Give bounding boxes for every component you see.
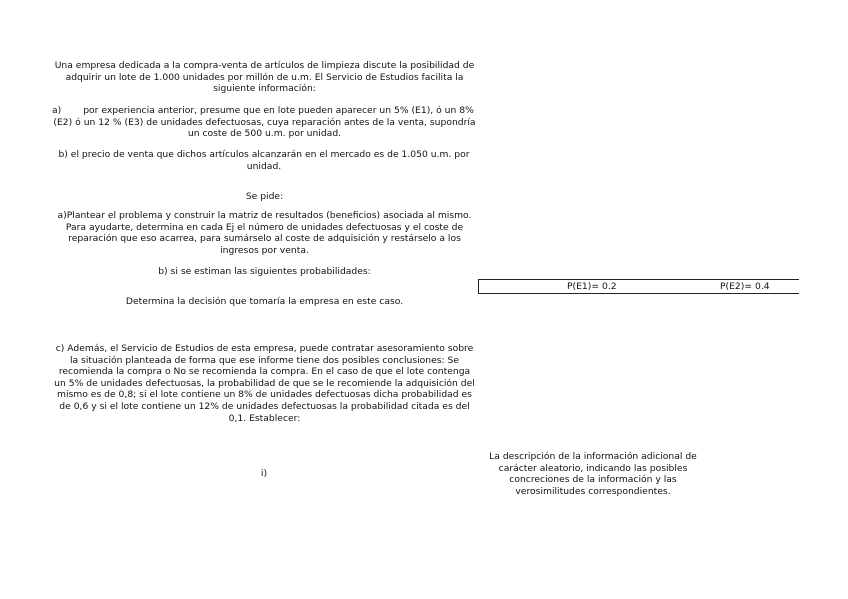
question-c: c) Además, el Servicio de Estudios de esta empresa, puede contratar asesoramiento sobre la situación planteada de forma que ese informe tiene dos posibles conclusiones: Se recomienda la compra o No se recomienda la compra. En el caso de que el lote contenga un 5% de unidades defectuosas, la probabilidad de que se le recomiende la adquisición del mismo es de 0,8; si el lote contiene un 8% de unidades defectuosas dicha probabilidad es de 0,6 y si el lote contiene un 12% de unidades defectuosas la probabilidad citada es del 0,1. Establecer: [54, 343, 475, 424]
question-b: b) si se estiman las siguientes probabilidades: [158, 266, 371, 277]
item-a [52, 105, 477, 140]
item-i-text: La descripción de la información adicional de carácter aleatorio, indicando las posibles concreciones de la información y las verosimilitudes correspondientes. [489, 451, 697, 497]
item-b: b) el precio de venta que dichos artículos alcanzarán en el mercado es de 1.050 u.m. por unidad. [58, 149, 470, 172]
determina-text: Determina la decisión que tomaría la empresa en este caso. [125, 296, 404, 307]
prob-e2: P(E2)= 0.4 [720, 281, 770, 292]
prob-e1: P(E1)= 0.2 [567, 281, 617, 292]
item-a-text: por experiencia anterior, presume que en lote pueden aparecer un 5% (E1), ó un 8% (E2) ó un 12 % (E3) de unidades defectuosas, cuya reparación antes de la venta, supondría un coste de 500 u.m. por unidad. [53, 105, 476, 140]
item-a-label: a) [52, 105, 62, 116]
intro-paragraph: Una empresa dedicada a la compra-venta de artículos de limpieza discute la posibilidad de adquirir un lote de 1.000 unidades por millón de u.m. El Servicio de Estudios facilita la siguiente información: [54, 60, 475, 95]
item-i-label: i) [260, 468, 268, 479]
se-pide-heading: Se pide: [245, 191, 284, 202]
probability-row [478, 279, 799, 294]
question-a: a)Plantear el problema y construir la matriz de resultados (beneficios) asociada al mismo. Para ayudarte, determina en cada Ej el número de unidades defectuosas y el coste de reparación que eso acarrea, para sumárselo al coste de adquisición y restárselo a los ingresos por venta. [57, 210, 472, 256]
